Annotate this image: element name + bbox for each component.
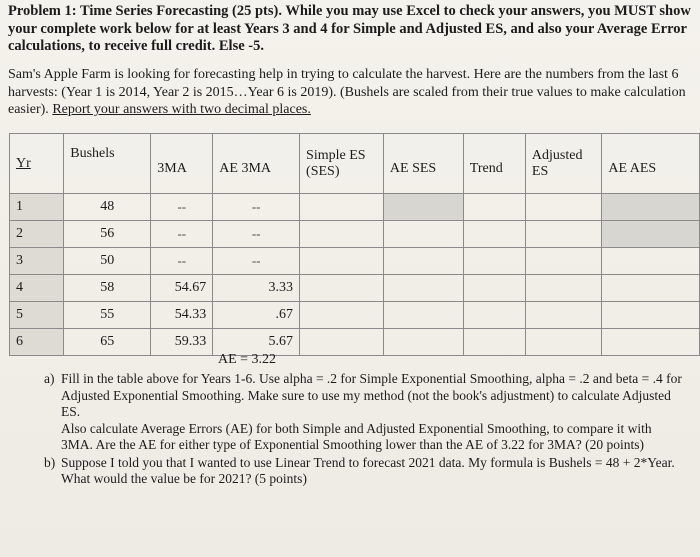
cell-ae-3ma: -- — [213, 194, 300, 221]
header-trend: Trend — [463, 134, 525, 194]
header-bushels: Bushels — [64, 134, 151, 194]
cell-ses[interactable] — [300, 302, 384, 329]
table-row — [10, 329, 700, 356]
cell-ae-aes[interactable] — [602, 302, 700, 329]
cell-3ma: 59.33 — [151, 329, 213, 356]
cell-yr: 4 — [10, 275, 64, 302]
cell-ae-aes[interactable] — [602, 221, 700, 248]
cell-ae-3ma: -- — [213, 221, 300, 248]
cell-bushels: 65 — [64, 329, 151, 356]
header-ae-3ma: AE 3MA — [213, 134, 300, 194]
cell-ses[interactable] — [300, 275, 384, 302]
cell-ae-3ma: -- — [213, 248, 300, 275]
cell-trend[interactable] — [463, 248, 525, 275]
question-a-label: a) — [44, 371, 55, 386]
header-adjusted-es: Adjusted ES — [525, 134, 601, 194]
cell-ae-3ma: 5.67 — [213, 329, 300, 356]
header-ae-aes: AE AES — [602, 134, 700, 194]
table-row — [10, 194, 700, 221]
ae-total: AE = 3.22 — [218, 352, 277, 367]
cell-yr: 5 — [10, 302, 64, 329]
question-a-part2: Also calculate Average Errors (AE) for both Simple and Adjusted Exponential Smoothing, to compare it with 3MA. Are the AE for either type of Exponential Smoothing lower than the AE of 3.22 for 3MA? (20 points) — [61, 420, 652, 452]
table-header-row — [10, 134, 700, 194]
cell-ae-ses[interactable] — [383, 275, 463, 302]
table-row — [10, 221, 700, 248]
cell-ses[interactable] — [300, 194, 384, 221]
cell-bushels: 50 — [64, 248, 151, 275]
cell-ae-ses[interactable] — [383, 194, 463, 221]
cell-yr: 3 — [10, 248, 64, 275]
cell-ae-3ma: .67 — [213, 302, 300, 329]
cell-ses[interactable] — [300, 248, 384, 275]
cell-adjusted[interactable] — [525, 302, 601, 329]
cell-ae-ses[interactable] — [383, 248, 463, 275]
cell-yr: 2 — [10, 221, 64, 248]
cell-3ma: -- — [151, 194, 213, 221]
cell-bushels: 56 — [64, 221, 151, 248]
cell-adjusted[interactable] — [525, 221, 601, 248]
cell-adjusted[interactable] — [525, 329, 601, 356]
cell-ae-aes[interactable] — [602, 329, 700, 356]
cell-trend[interactable] — [463, 194, 525, 221]
question-a-part1: Fill in the table above for Years 1-6. Use alpha = .2 for Simple Exponential Smoothing, alpha = .2 and beta = .4 for Adjusted Exponential Smoothing. Make sure to use my method (not the book's adjustment) to calculate Adjusted ES. — [61, 371, 682, 419]
cell-ae-aes[interactable] — [602, 275, 700, 302]
table-row — [10, 302, 700, 329]
question-a — [44, 371, 684, 454]
intro-text: Sam's Apple Farm is looking for forecasting help in trying to calculate the harvest. Here are the numbers from the last 6 harvests: (Year 1 is 2014, Year 2 is 2015…Year 6 is 2019). (Bushels are scaled from their true values to make calculation easier). — [8, 67, 686, 117]
cell-3ma: -- — [151, 248, 213, 275]
cell-ae-aes[interactable] — [602, 194, 700, 221]
cell-bushels: 55 — [64, 302, 151, 329]
cell-ae-ses[interactable] — [383, 329, 463, 356]
cell-3ma: -- — [151, 221, 213, 248]
cell-adjusted[interactable] — [525, 194, 601, 221]
questions — [44, 371, 684, 489]
cell-trend[interactable] — [463, 329, 525, 356]
cell-ae-3ma: 3.33 — [213, 275, 300, 302]
cell-ae-aes[interactable] — [602, 248, 700, 275]
question-b-part1: Suppose I told you that I wanted to use Linear Trend to forecast 2021 data. My formula is Bushels = 48 + 2*Year. What would the value be for 2021? (5 points) — [61, 454, 675, 486]
cell-yr: 6 — [10, 329, 64, 356]
cell-ses[interactable] — [300, 329, 384, 356]
cell-ae-ses[interactable] — [383, 302, 463, 329]
problem-intro — [8, 66, 692, 119]
cell-adjusted[interactable] — [525, 275, 601, 302]
intro-instruction: Report your answers with two decimal places. — [52, 102, 311, 117]
header-3ma: 3MA — [151, 134, 213, 194]
cell-bushels: 58 — [64, 275, 151, 302]
cell-trend[interactable] — [463, 275, 525, 302]
question-b — [44, 455, 684, 488]
cell-yr: 1 — [10, 194, 64, 221]
cell-ae-ses[interactable] — [383, 221, 463, 248]
cell-3ma: 54.33 — [151, 302, 213, 329]
problem-heading: Problem 1: Time Series Forecasting (25 pts). While you may use Excel to check your answers, you MUST show your complete work below for at least Years 3 and 4 for Simple and Adjusted ES, and also your Average Error calculations, to receive full credit. Else -5. — [8, 3, 691, 54]
header-simple-es: Simple ES (SES) — [300, 134, 384, 194]
cell-adjusted[interactable] — [525, 248, 601, 275]
table-row — [10, 275, 700, 302]
cell-bushels: 48 — [64, 194, 151, 221]
cell-ses[interactable] — [300, 221, 384, 248]
cell-3ma: 54.67 — [151, 275, 213, 302]
table-row — [10, 248, 700, 275]
question-b-label: b) — [44, 454, 56, 470]
cell-trend[interactable] — [463, 302, 525, 329]
cell-trend[interactable] — [463, 221, 525, 248]
header-ae-ses: AE SES — [383, 134, 463, 194]
forecast-table — [9, 133, 700, 356]
header-yr: Yr — [10, 134, 64, 194]
